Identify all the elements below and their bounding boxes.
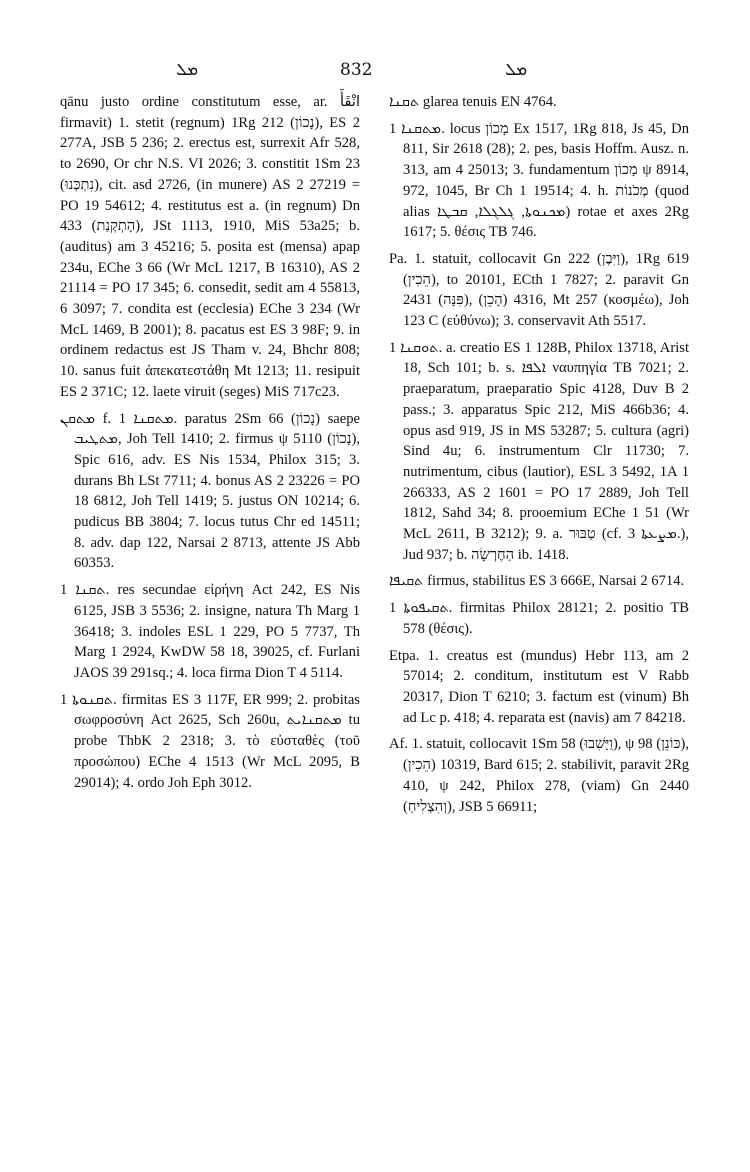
- header-left-glyph: ܡܠ: [176, 60, 199, 80]
- dictionary-entry: ܬܩܝܦܘܬܐ 1. firmitas Philox 28121; 2. positio TB 578 (θέσις).: [389, 600, 689, 637]
- dictionary-entry: ܬܩܢܘܬܐ 1. firmitas ES 3 117F, ER 999; 2. probitas σωφροσύνη Act 2625, Sch 260u, ܡܬܩܢܐܝܬ tu probe ThbK 2 2318; 3. τὸ εὐσταθὲς (τοῦ προσώπου) EChe 4 1513 (Wr McL 2095, B 29014); 4. ordo Joh Eph 3012.: [60, 691, 360, 791]
- dictionary-entry: ܬܘܩܢܐ 1. a. creatio ES 1 128B, Philox 13718, Arist 18, Sch 101; b. s. ܐܠܦܐ ναυπηγία TB 7021; 2. praeparatum, praeparatio Spic 4128, Duv B 2 pass.; 3. apparatus Spic 212, MiS 466b36; 4. opus asd 919, JS in MS 53287; 5. cultura (agri) Sind 4u; 6. instrumentum Clr 11730; 7. nutrimentum, cibus (lautior), ESL 3 5492, 1A 1 266333, AS 2 1601 = PO 17 2889, Joh Tell 1812, Sahd 34; 8. prooemium EChe 1 51 (Wr McL 2611, B 3212); 9. a. טַבּוּר (cf. ܡܨܥܬܐ 3.), Jud 937; b. הַחֶרְשָׂה ib. 1418.: [389, 339, 690, 563]
- dictionary-entry: qānu justo ordine constitutum esse, ar. انْقَأَ firmavit) 1. stetit (regnum) 1Rg 212 (נָכוֹן), ES 2 277A, JSB 5 236; 2. erectus est, surrexit Afr 528, to 2690, Or chr N.S. VI 2026; 3. constitit 1Sm 23 (נִתְכְּנוּ), cit. asd 2726, (in munere) AS 2 27219 = PO 19 54612; 4. restitutus est a. (in regnum) Dn 433 (הָתְקְנַת), JSt 1113, 1910, MiS 53a25; b. (auditus) am 3 45216; 5. posita est (mensa) apap 234u, EChe 3 66 (Wr McL 1217, B 16310), AS 2 21114 = PO 17 345; 6. consedit, sedit am 4 55813, 6 3097; 7. condita est (ecclesia) EChe 3 234 (Wr McL 1469, B 2001); 8. pacatus est ES 3 98F; 9. in ordinem redactus est JS Tham v. 24, Bhchr 808; 10. sanus fuit ἀπεκατεστάθη Mt 1213; 11. resipuit ES 2 371C; 12. laete viruit (seges) MiS 717c23.: [60, 94, 360, 400]
- dictionary-entry: Etpa. 1. creatus est (mundus) Hebr 113, am 2 57014; 2. conditum, institutum est V Rabb 20317, Dion T 6210; 3. factum est (vinum) Bh ad Lc p. 418; 4. reparata est (navis) am 7 84218.: [389, 647, 689, 726]
- right-column: [389, 92, 689, 823]
- dictionary-entry: ܡܬܩܢܐ 1. locus מָכוֹן Ex 1517, 1Rg 818, Js 45, Dn 811, Sir 2618 (28); 2. pes, basis Hoffm. Ausz. n. 313, am 4 25013; 3. fundamentum מָכוֹן ψ 8914, 972, 1045, Br Ch 1 19514; 4. h. מְכֹנוֹת (quod alias ܡܟܢܘܬܐ, ܓܠܓܠܐ, ܩܒܛܐ) rotae et axes 2Rg 1617; 5. θέσις TB 746.: [389, 120, 690, 241]
- dictionary-entry: ܬܩܢܐ 1. res secundae εἰρήνη Act 242, ES Nis 6125, JSB 3 5536; 2. insigne, natura Th Marg 1 36418; 3. indoles ESL 1 229, PO 5 7737, Th Marg 1 2924, KwDW 58 18, 39025, cf. Furlani JAOS 39 291sq.; 4. loca firma Dion T 4 5114.: [60, 582, 360, 681]
- dictionary-entry: Pa. 1. statuit, collocavit Gn 222 (וַיִּבֶן), 1Rg 619 (הֵכִין), to 20101, ECth 1 7827; 2. paravit Gn 2431 (פִּנָּה), 4316 (הָכֵן), Mt 257 (κοσμέω), Joh 123 C (εὐθύνω); 3. conservavit Ath 5517.: [389, 250, 689, 330]
- dictionary-entry: ܡܬܩܢ f. ܡܬܩܢܐ 1. paratus 2Sm 66 (נָכוֹן) saepe ܡܬܛܝܒ, Joh Tell 1410; 2. firmus ψ 5110 (נָכוֹן), Spic 616, adv. ES Nis 1534, Philox 315; 3. durans Bh LSt 7711; 4. bonus AS 2 23226 = PO 18 6812, Joh Tell 1419; 5. justus ON 10214; 6. pudicus BB 3804; 7. locus tutus Chr ed 14511; 8. adv. dap 122, Narsai 2 8713, attente JS Abb 60353.: [60, 410, 360, 572]
- dictionary-entry: Af. 1. statuit, collocavit 1Sm 58 (וַיָּשִׁבוּ), ψ 98 (כּוֹנֵן), 10319 (הֵכִין), Bard 615; 2. stabilivit, paravit 2Rg 410, ψ 242, Philox 278, (viam) Gn 2440 (וְהִצְלִיחַ), JSB 5 66911;: [389, 736, 689, 815]
- page-number: 832: [340, 60, 373, 80]
- page-header: [0, 60, 750, 84]
- left-column: [60, 92, 360, 799]
- header-right-glyph: ܡܠ: [505, 60, 528, 80]
- dictionary-entry: ܬܩܝܦܐ firmus, stabilitus ES 3 666E, Narsai 2 6714.: [389, 573, 685, 590]
- dictionary-entry: ܬܩܢܐ glarea tenuis EN 4764.: [389, 94, 557, 110]
